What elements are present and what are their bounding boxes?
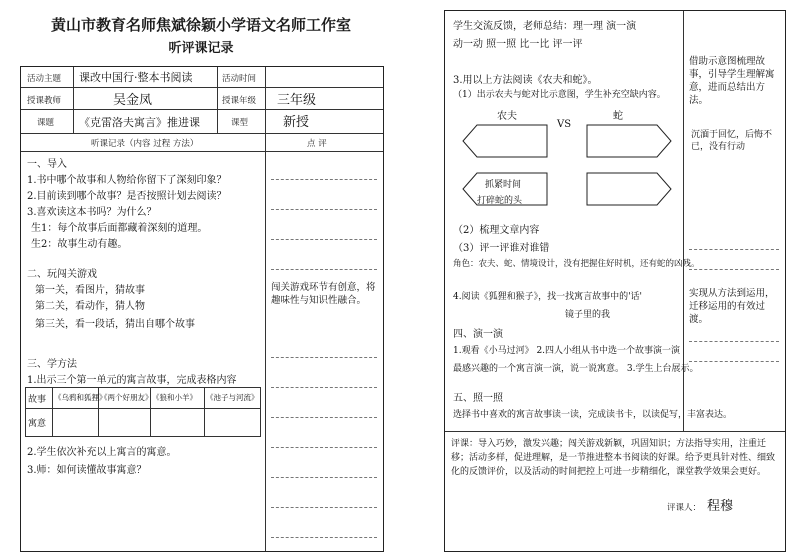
left-record-sheet [20, 10, 382, 550]
note-line: 第二关，看动作，猜人物 [35, 301, 145, 312]
left-comment: 闯关游戏环节有创意，将趣味性与知识性融合。 [271, 282, 376, 306]
page-title: 黄山市教育名师焦斌徐颖小学语文名师工作室 [50, 16, 351, 34]
note-section-reflect: 五、照一照 [453, 393, 503, 404]
compare-cell: 打碎蛇的头 [477, 196, 523, 206]
grade-value: 三年级 [277, 93, 317, 108]
note-section-game: 二、玩闯关游戏 [27, 269, 97, 280]
note-section-intro: 一、导入 [27, 159, 67, 170]
note-line: 2.学生依次补充以上寓言的寓意。 [27, 447, 177, 458]
fable-title: 《狼和小羊》 [152, 393, 197, 402]
note-section-method: 三、学方法 [27, 359, 77, 370]
grade-label: 授课年级 [222, 96, 257, 106]
comment-header: 点 评 [307, 139, 327, 149]
note-line: 1.观看《小马过河》 2.四人小组从书中选一个故事演一演 [453, 346, 681, 356]
note-line: 3.喜欢读这本书吗？为什么？ [27, 207, 157, 218]
teacher-value: 吴金凤 [113, 93, 153, 108]
compare-cell: 抓紧时间 [485, 180, 522, 190]
note-line: 生1：每个故事后面都藏着深刻的道理。 [31, 223, 208, 234]
note-line: （3）评一评谁对谁错 [453, 243, 550, 254]
note-section-act: 四、演一演 [453, 329, 503, 340]
record-header: 听课记录（内容 过程 方法） [91, 139, 199, 149]
activity-theme-value: 课改中国行·整本书阅读 [79, 71, 193, 84]
note-line: 镜子里的我 [565, 310, 611, 320]
fable-title: 《池子与河流》 [206, 393, 259, 402]
fable-col-header: 故事 [28, 395, 47, 405]
topic-label: 课题 [37, 118, 55, 128]
record-table-continued [444, 10, 786, 552]
right-comment-1: 借助示意图梳理故事，引导学生理解寓意，进而总结出方法。 [689, 56, 775, 106]
teacher-label: 授课教师 [27, 96, 62, 106]
fable-title: 《乌鸦和狐狸》 [54, 393, 107, 402]
compare-cell: 沉湎于回忆，后悔不已，没有行动 [691, 130, 773, 152]
compare-label-farmer: 农夫 [497, 111, 517, 122]
note-line: 生2：故事生动有趣。 [31, 239, 128, 250]
note-line: 3.师：如何读懂故事寓意？ [27, 465, 147, 476]
note-line: 动一动 照一照 比一比 评一评 [453, 39, 583, 50]
note-line: 角色：农夫、蛇、情境设计，没有把握住好时机，还有蛇的凶残。 [453, 259, 700, 269]
note-line: 1.书中哪个故事和人物给你留下了深刻印象？ [27, 175, 227, 186]
evaluator-name: 程穆 [707, 499, 734, 514]
type-value: 新授 [283, 115, 310, 130]
note-line: 1.出示三个第一单元的寓言故事，完成表格内容 [27, 375, 237, 386]
note-line: 4.阅读《狐狸和猴子》，找一找寓言故事中的'话' [453, 292, 643, 302]
compare-label-snake: 蛇 [613, 111, 623, 122]
note-line: 3.用以上方法阅读《农夫和蛇》。 [453, 75, 598, 86]
note-line: 最感兴趣的一个寓言演一演，说一说寓意。 3.学生上台展示。 [453, 364, 699, 374]
note-line: 第一关，看图片，猜故事 [35, 285, 145, 296]
activity-theme-label: 活动主题 [27, 74, 62, 84]
fable-title: 《两个好朋友》 [100, 393, 153, 402]
type-label: 课型 [231, 118, 249, 128]
compare-vs: VS [557, 119, 572, 130]
page-subtitle: 听评课记录 [168, 41, 234, 56]
fable-row-header: 寓意 [28, 419, 47, 429]
fable-table [25, 387, 261, 437]
note-line: 选择书中喜欢的寓言故事读一读，完成读书卡，以读促写，丰富表达。 [453, 410, 733, 420]
note-line: 学生交流反馈，老师总结：理一理 演一演 [453, 21, 637, 32]
right-comment-2: 实现从方法到运用，迁移运用的有效过渡。 [689, 288, 775, 325]
evaluation-text: 评课：导入巧妙，激发兴趣；闯关游戏新颖，巩固知识；方法指导实用，注重迁移；活动多样，促进理解，是一节推进整本书阅读的好课。给予更具针对性、细致化的反馈评价，以及活动的时间把控上可进一步精细化，课堂教学效果会更好。 [451, 439, 776, 477]
note-line: 第三关，看一段话，猜出自哪个故事 [35, 319, 195, 330]
record-table [20, 66, 384, 552]
evaluator-label: 评课人： [667, 503, 702, 513]
activity-time-label: 活动时间 [222, 74, 257, 84]
topic-value: 《克雷洛夫寓言》推进课 [79, 116, 200, 129]
note-line: （1）出示农夫与蛇对比示意图，学生补充空缺内容。 [453, 90, 666, 100]
note-line: （2）梳理文章内容 [453, 225, 540, 236]
note-line: 2.目前读到哪个故事？是否按照计划去阅读？ [27, 191, 227, 202]
right-record-sheet [444, 10, 784, 550]
